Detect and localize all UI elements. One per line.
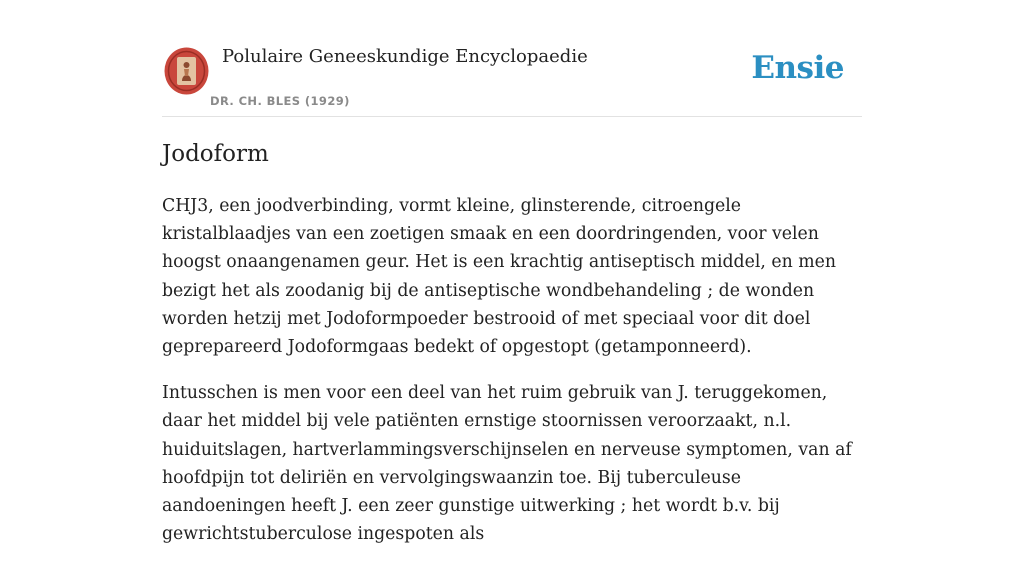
article-title: Jodoform: [162, 141, 269, 167]
publication-author: DR. CH. BLES (1929): [210, 94, 350, 108]
brand-logo[interactable]: Ensie: [751, 50, 844, 86]
page: [162, 0, 862, 545]
article-paragraph: Intusschen is men voor een deel van het ruim gebruik van J. teruggekomen, daar het middel bij vele patiënten ernstige stoornissen veroorzaakt, n.l. huiduitslagen, hartverlammingsverschijnselen en nerveuse symptomen, van af hoofdpijn tot deliriën en vervolgingswaanzin toe. Bij tuberculeuse aandoeningen heeft J. een zeer gunstige uitwerking ; het wordt b.v. bij gewrichtstuberculose ingespoten als: [162, 383, 852, 545]
article-paragraph: CHJ3, een joodverbinding, vormt kleine, glinsterende, citroengele kristalblaadjes van een zoetigen smaak en een doordringenden, voor velen hoogst onaangenamen geur. Het is een krachtig antiseptisch middel, en men bezigt het als zoodanig bij de antiseptische wondbehandeling ; de wonden worden hetzij met Jodoformpoeder bestrooid of met speciaal voor dit doel geprepareerd Jodoformgaas bedekt of opgestopt (getamponneerd).: [162, 196, 836, 358]
header: [162, 0, 862, 117]
publication-title[interactable]: Polulaire Geneeskundige Encyclopaedie: [222, 46, 588, 67]
book-cover-icon[interactable]: [164, 47, 209, 95]
article-body: [162, 192, 870, 566]
